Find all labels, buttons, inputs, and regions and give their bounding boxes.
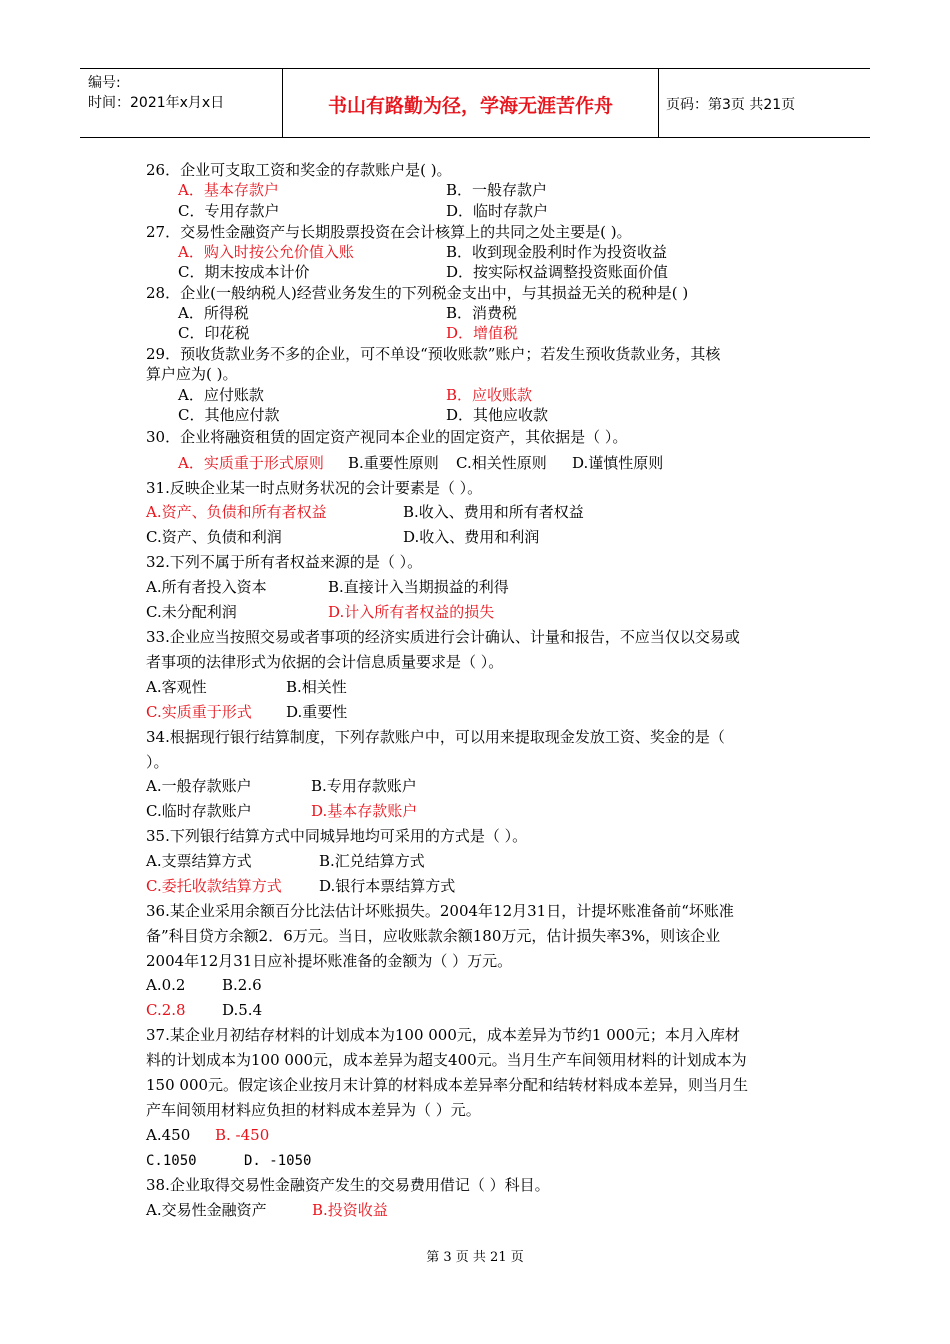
question-line: 29．预收货款业务不多的企业，可不单设“预收账款”账户；若发生预收货款业务，其核	[146, 345, 721, 363]
option-line: D．按实际权益调整投资账面价值	[446, 263, 669, 281]
question-line: 31.反映企业某一时点财务状况的会计要素是（ ）。	[146, 479, 483, 497]
option-line: A.一般存款账户	[146, 777, 252, 795]
option-line: B．收到现金股利时作为投资收益	[446, 243, 668, 261]
option-line: D.5.4	[222, 1001, 263, 1019]
page-header	[80, 68, 870, 138]
header-meta	[88, 73, 224, 113]
option-line: A.客观性	[146, 678, 207, 696]
option-line: B.投资收益	[312, 1201, 388, 1219]
option-line: C.实质重于形式	[146, 703, 252, 721]
option-line: C.相关性原则	[456, 454, 547, 472]
option-line: A.0.2	[146, 976, 186, 994]
question-line: 者事项的法律形式为依据的会计信息质量要求是（ ）。	[146, 653, 504, 671]
document-time-label: 时间：2021年x月x日	[88, 95, 225, 111]
header-divider	[658, 69, 659, 137]
option-line: A．所得税	[178, 304, 249, 322]
question-line: 26．企业可支取工资和奖金的存款账户是( )。	[146, 161, 452, 179]
option-line: B.2.6	[222, 976, 262, 994]
option-line: A.450	[146, 1126, 191, 1144]
question-line: 36.某企业采用余额百分比法估计坏账损失。2004年12月31日，计提坏账准备前“坏账准	[146, 902, 734, 920]
option-line: A.支票结算方式	[146, 852, 252, 870]
question-line: 算户应为( )。	[146, 365, 238, 383]
option-line: B．应收账款	[446, 386, 533, 404]
option-line: B．消费税	[446, 304, 518, 322]
option-line: C．其他应付款	[178, 406, 280, 424]
option-line: D. -1050	[244, 1153, 312, 1169]
question-line: 38.企业取得交易性金融资产发生的交易费用借记（ ）科目。	[146, 1176, 550, 1194]
question-line: 32.下列不属于所有者权益来源的是（ ）。	[146, 553, 423, 571]
option-line: A.资产、负债和所有者权益	[146, 503, 327, 521]
option-line: B.重要性原则	[348, 454, 439, 472]
option-line: B.直接计入当期损益的利得	[328, 578, 509, 596]
question-line: 34.根据现行银行结算制度，下列存款账户中，可以用来提取现金发放工资、奖金的是（	[146, 728, 725, 746]
option-line: B.汇兑结算方式	[319, 852, 425, 870]
question-line: 备”科目贷方余额2．6万元。当日，应收账款余额180万元，估计损失率3%，则该企业	[146, 927, 721, 945]
option-line: A．购入时按公允价值入账	[178, 243, 354, 261]
option-line: B.专用存款账户	[311, 777, 417, 795]
option-line: C．专用存款户	[178, 202, 280, 220]
option-line: B．一般存款户	[446, 181, 548, 199]
page-footer: 第 3 页 共 21 页	[426, 1250, 524, 1265]
option-line: C.临时存款账户	[146, 802, 252, 820]
option-line: D.重要性	[286, 703, 348, 721]
option-line: C.资产、负债和利润	[146, 528, 282, 546]
question-line: ）。	[146, 753, 169, 771]
option-line: D.银行本票结算方式	[319, 877, 456, 895]
option-line: C.2.8	[146, 1001, 186, 1019]
option-line: D.谨慎性原则	[572, 454, 664, 472]
question-line: 150 000元。假定该企业按月末计算的材料成本差异率分配和结转材料成本差异，则当月生	[146, 1076, 749, 1094]
option-line: A．应付账款	[178, 386, 264, 404]
question-line: 2004年12月31日应补提坏账准备的金额为（ ）万元。	[146, 952, 513, 970]
question-line: 35.下列银行结算方式中同城异地均可采用的方式是（ ）。	[146, 827, 528, 845]
option-line: D.计入所有者权益的损失	[328, 603, 495, 621]
option-line: A.交易性金融资产	[146, 1201, 267, 1219]
option-line: C.未分配利润	[146, 603, 237, 621]
question-line: 产车间领用材料应负担的材料成本差异为（ ）元。	[146, 1101, 481, 1119]
question-line: 37.某企业月初结存材料的计划成本为100 000元，成本差异为节约1 000元；本月入库材	[146, 1026, 740, 1044]
option-line: D．临时存款户	[446, 202, 549, 220]
option-line: C．印花税	[178, 324, 250, 342]
option-line: B.相关性	[286, 678, 347, 696]
question-line: 30．企业将融资租赁的固定资产视同本企业的固定资产，其依据是（ ）。	[146, 428, 628, 446]
option-line: D．其他应收款	[446, 406, 549, 424]
question-line: 料的计划成本为100 000元，成本差异为超支400元。当月生产车间领用材料的计划成本为	[146, 1051, 747, 1069]
question-line: 33.企业应当按照交易或者事项的经济实质进行会计确认、计量和报告，不应当仅以交易或	[146, 628, 740, 646]
option-line: C．期末按成本计价	[178, 263, 310, 281]
option-line: C.委托收款结算方式	[146, 877, 282, 895]
option-line: D.收入、费用和利润	[403, 528, 540, 546]
option-line: D．增值税	[446, 324, 519, 342]
header-page-label: 页码：第3页 共21页	[666, 97, 796, 113]
option-line: A．基本存款户	[178, 181, 279, 199]
question-line: 28．企业(一般纳税人)经营业务发生的下列税金支出中，与其损益无关的税种是( )	[146, 284, 689, 302]
option-line: A．实质重于形式原则	[178, 454, 324, 472]
option-line: B.收入、费用和所有者权益	[403, 503, 584, 521]
option-line: D.基本存款账户	[311, 802, 418, 820]
document-id-label: 编号:	[88, 75, 121, 91]
option-line: B. -450	[215, 1126, 270, 1144]
question-line: 27．交易性金融资产与长期股票投资在会计核算上的共同之处主要是( )。	[146, 223, 632, 241]
option-line: A.所有者投入资本	[146, 578, 267, 596]
option-line: C.1050	[146, 1153, 197, 1169]
header-motto: 书山有路勤为径，学海无涯苦作舟	[327, 95, 613, 117]
